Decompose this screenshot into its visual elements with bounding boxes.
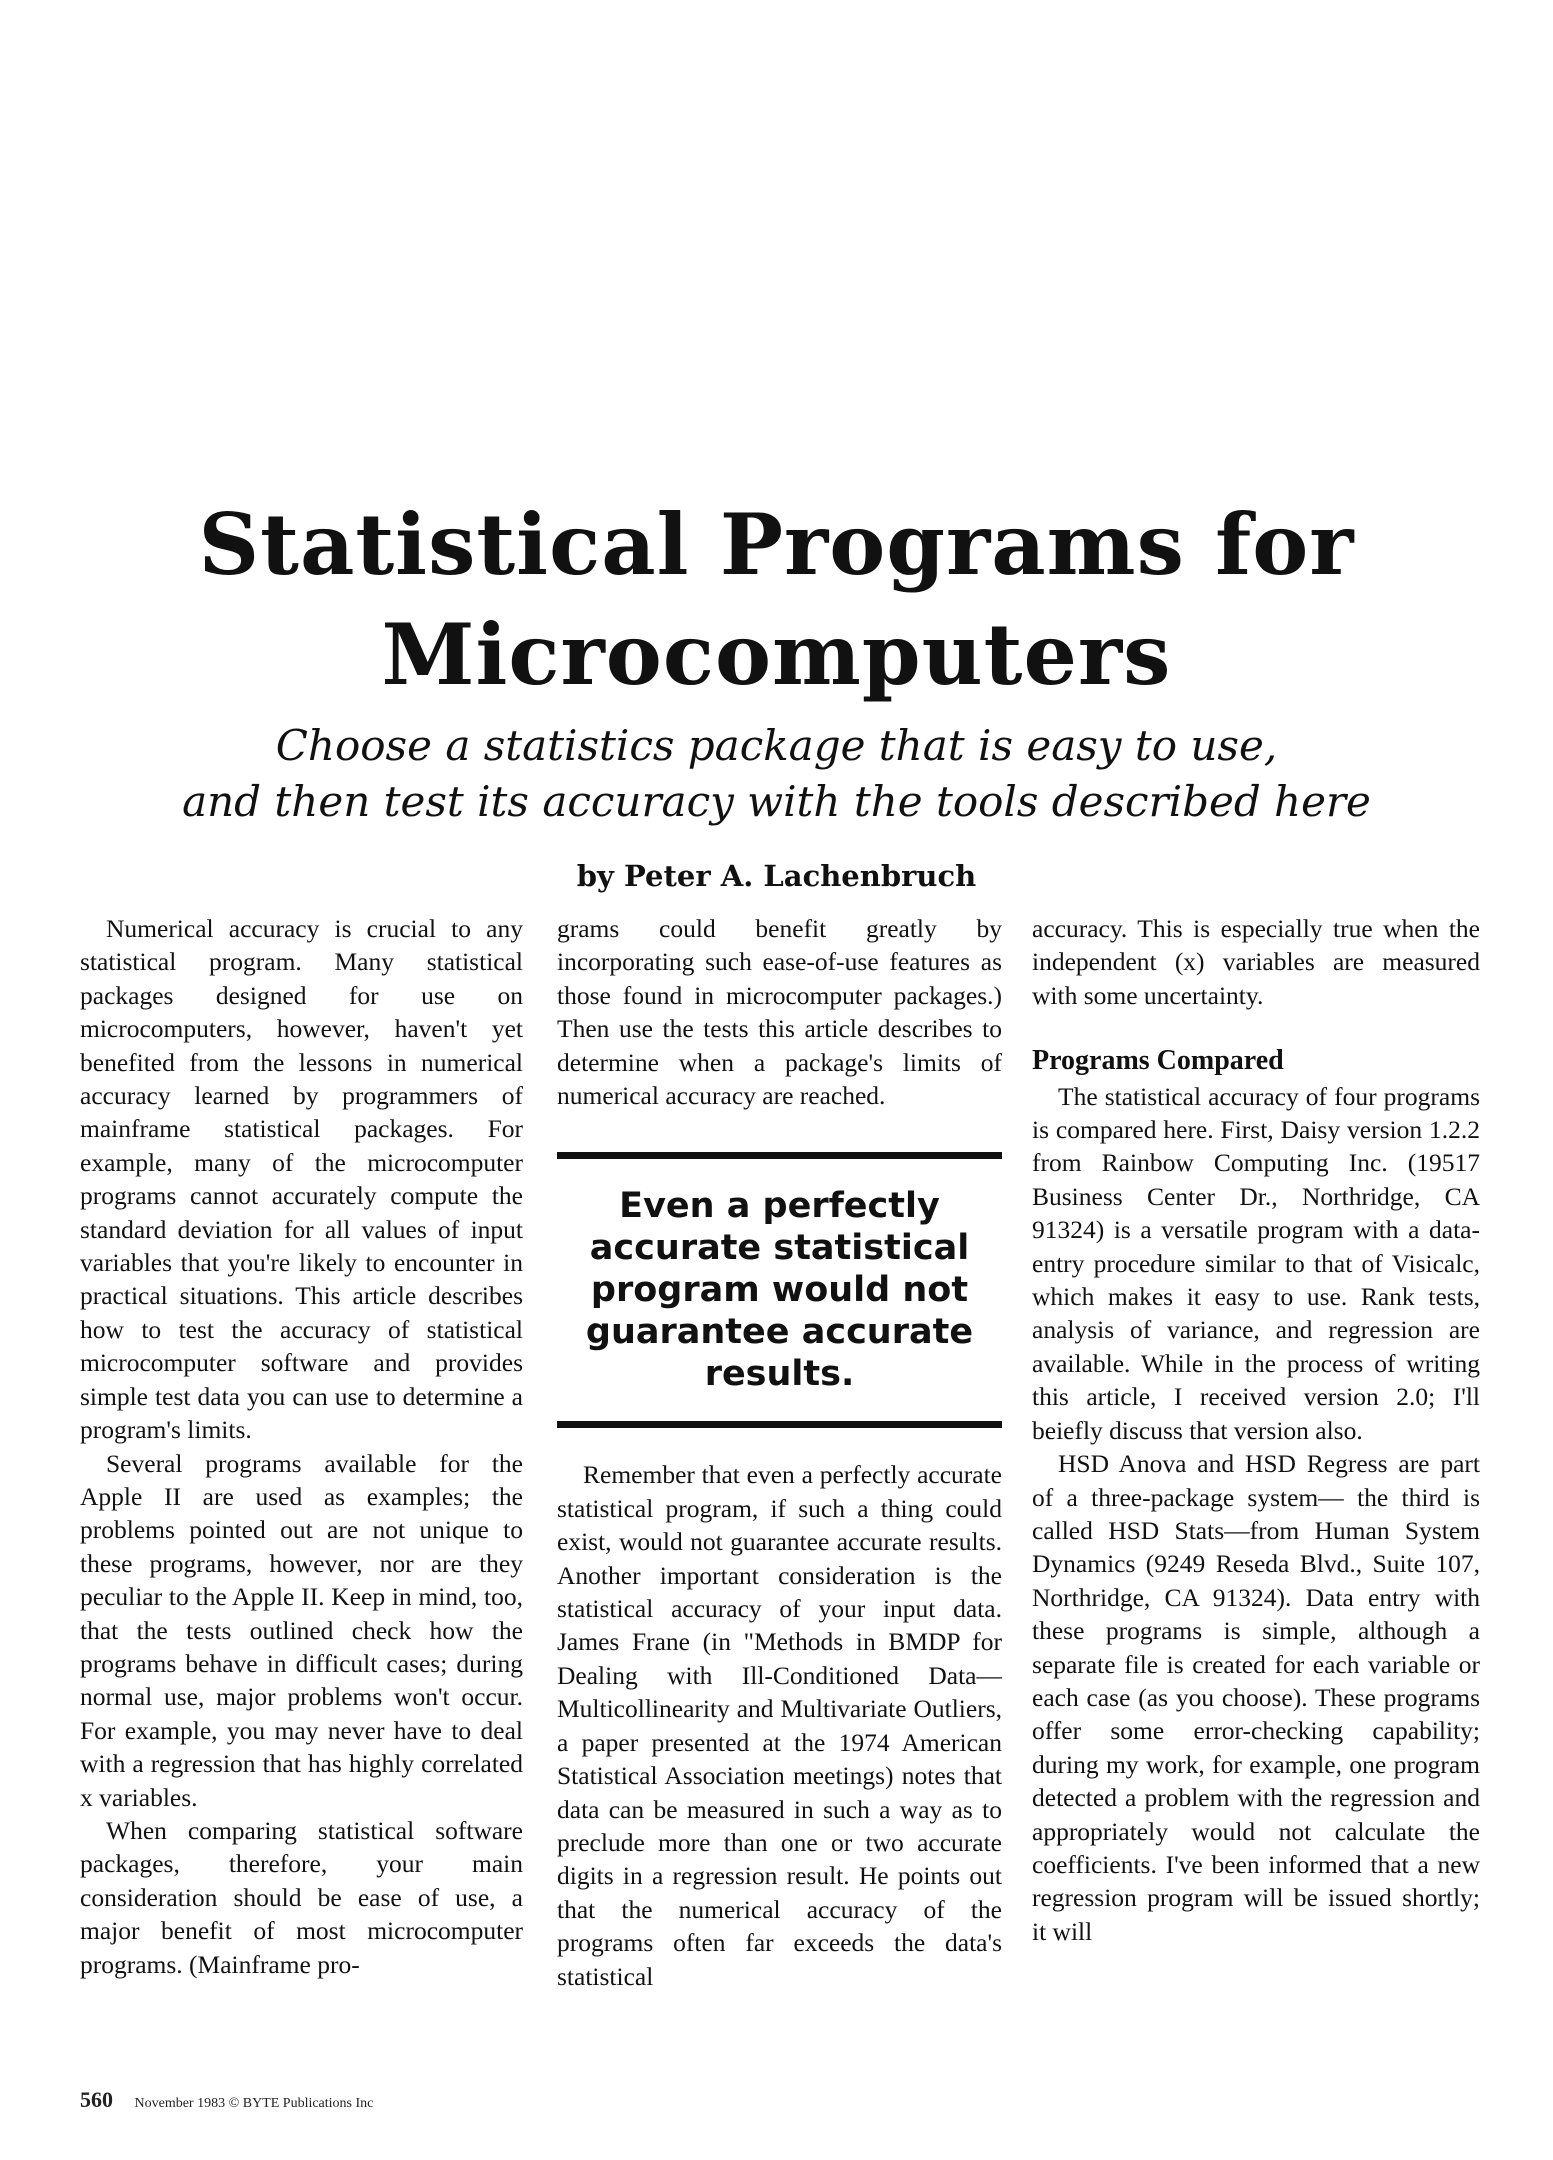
section-heading: Programs Compared <box>1032 1045 1284 1077</box>
article-deck <box>0 718 1553 830</box>
paragraph: HSD Anova and HSD Regress are part of a three-package system— the third is called HSD Stats—from Human System Dynamics (9249 Reseda Blvd., Suite 107, Northridge, CA 91324). Data entry with these programs is simple, although a separate file is created for each variable or each case (as you choose). These programs offer some error-checking capability; during my work, for example, one program detected a problem with the regression and appropriately would not calculate the coefficients. I've been informed that a new regression program will be issued shortly; it will <box>1032 1449 1480 1946</box>
byline: by Peter A. Lachenbruch <box>576 859 977 893</box>
copyright-line: November 1983 © BYTE Publications Inc <box>134 2096 374 2111</box>
pull-quote: Even a perfectly accurate statistical program would not guarantee accurate results. <box>557 1152 1002 1428</box>
column-1 <box>80 912 523 1981</box>
column-3 <box>1032 912 1480 1948</box>
page-number: 560 <box>80 2087 113 2112</box>
paragraph: accuracy. This is especially true when the independent (x) variables are measured with some uncertainty. <box>1032 914 1480 1010</box>
title-line-2: Microcomputers <box>381 605 1172 704</box>
spacer <box>1032 1012 1480 1026</box>
article-title <box>0 490 1553 710</box>
paragraph: grams could benefit greatly by incorporating such ease-of-use features as those found in microcomputer packages.) Then use the tests this article describes to determine when a package's limits of numerical accuracy are reached. <box>557 914 1002 1111</box>
paragraph: Remember that even a perfectly accurate statistical program, if such a thing could exist, would not guarantee accurate results. Another important consideration is the statistical accuracy of your input data. James Frane (in "Methods in BMDP for Dealing with Ill-Conditioned Data—Multicollinearity and Multivariate Outliers, a paper presented at the 1974 American Statistical Association meetings) notes that data can be measured in such a way as to preclude more than one or two accurate digits in a regression result. He points out that the numerical accuracy of the programs often far exceeds the data's statistical <box>557 1460 1002 1991</box>
paragraph: Several programs available for the Apple II are used as examples; the problems pointed out are not unique to these programs, however, nor are they peculiar to the Apple II. Keep in mind, too, that the tests outlined check how the programs behave in difficult cases; during normal use, major problems won't occur. For example, you may never have to deal with a regression that has highly correlated x variables. <box>80 1448 523 1812</box>
title-line-1: Statistical Programs for <box>198 495 1355 594</box>
page-footer <box>80 2087 374 2114</box>
column-2 <box>557 912 1002 1993</box>
paragraph: The statistical accuracy of four programs is compared here. First, Daisy version 1.2.2 from Rainbow Computing Inc. (19517 Business Center Dr., Northridge, CA 91324) is a versatile program with a data-entry procedure similar to that of Visicalc, which makes it easy to use. Rank tests, analysis of variance, and regression are available. While in the process of writing this article, I received version 2.0; I'll beiefly discuss that version also. <box>1032 1081 1480 1445</box>
deck-line-1: Choose a statistics package that is easy to use, <box>275 721 1278 770</box>
paragraph: Numerical accuracy is crucial to any statistical program. Many statistical packages designed for use on microcomputers, however, haven't yet benefited from the lessons in numerical accuracy learned by programmers of mainframe statistical packages. For example, many of the microcomputer programs cannot accurately compute the standard deviation for all values of input variables that you're likely to encounter in practical situations. This article describes how to test the accuracy of statistical microcomputer software and provides simple test data you can use to determine a program's limits. <box>80 914 523 1445</box>
paragraph: When comparing statistical software packages, therefore, your main consideration should be ease of use, a major benefit of most microcomputer programs. (Mainframe pro- <box>80 1815 523 1979</box>
deck-line-2: and then test its accuracy with the tools described here <box>182 777 1371 826</box>
